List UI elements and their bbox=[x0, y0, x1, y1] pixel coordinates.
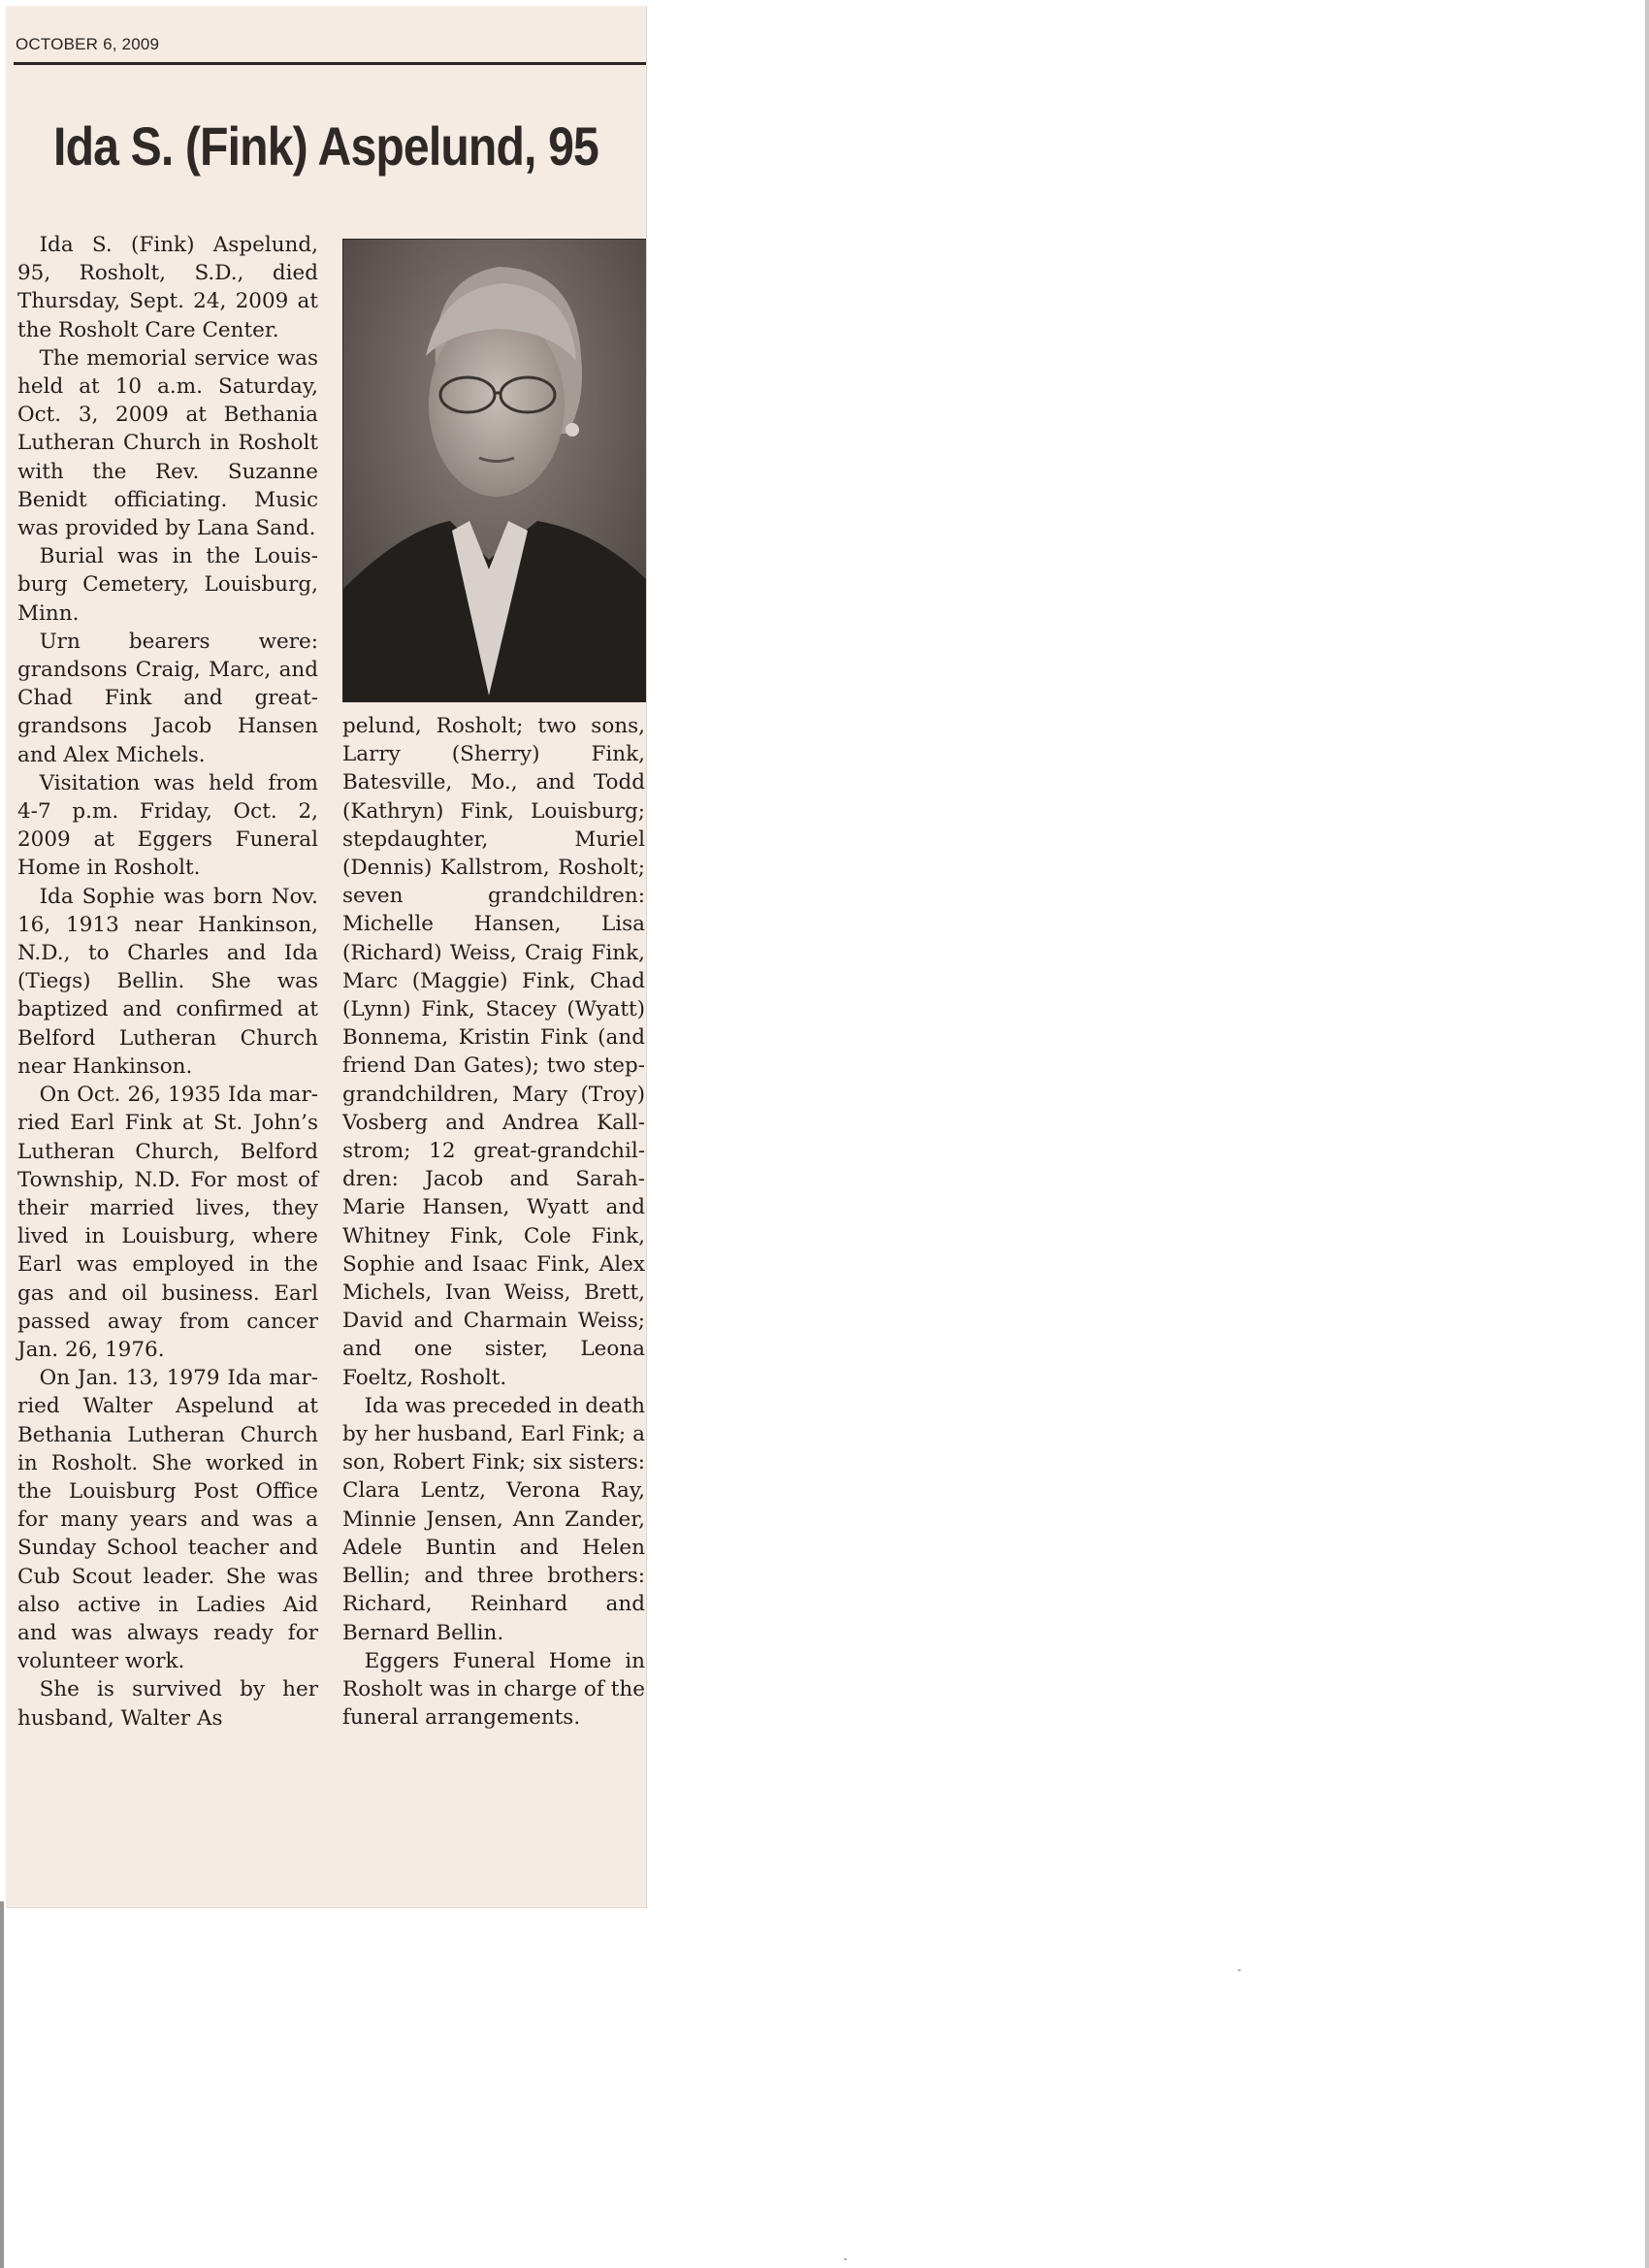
left-column bbox=[17, 231, 318, 1733]
scan-speck bbox=[844, 2258, 847, 2260]
paragraph-death: Ida S. (Fink) Aspelund, 95, Rosholt, S.D., died Thursday, Sept. 24, 2009 at the Rosholt Care Center. bbox=[17, 233, 318, 342]
paragraph-funeral-home: Eggers Funeral Home in Rosholt was in charge of the funeral arrangements. bbox=[342, 1648, 645, 1731]
paragraph-memorial-service: The memorial service was held at 10 a.m. Saturday, Oct. 3, 2009 at Bethania Lutheran Church in Rosholt with the Rev. Suzanne Benidt officiating. Music was provided by Lana Sand. bbox=[17, 345, 318, 541]
dateline: OCTOBER 6, 2009 bbox=[16, 35, 160, 53]
paragraph-preceded-in-death: Ida was preceded in death by her husband, Earl Fink; a son, Robert Fink; six sisters: Clara Lentz, Verona Ray, Minnie Jensen, Ann Zander, Adele Buntin and Helen Bellin; and three brothers: Richard, Reinhard and Bernard Bellin. bbox=[342, 1393, 645, 1645]
scan-speck bbox=[1238, 1969, 1241, 1971]
right-column bbox=[342, 712, 645, 1732]
portrait-illustration bbox=[343, 240, 646, 701]
paragraph-survivors-continued: pelund, Rosholt; two sons, Larry (Sherry) Fink, Batesville, Mo., and Todd (Kathryn) Fink, Louisburg; stepdaughter, Muriel (Dennis) Kallstrom, Rosholt; seven grandchildren: Michelle Hansen, Lisa (Richard) Weiss, Craig Fink, Marc (Maggie) Fink, Chad (Lynn) Fink, Stacey (Wyatt) Bonnema, Kristin Fink (and friend Dan Gates); two step-grandchildren, Mary (Troy) Vosberg and Andrea Kallstrom; 12 great-grandchildren: Jacob and Sarah-Marie Hansen, Wyatt and Whitney Fink, Cole Fink, Sophie and Isaac Fink, Alex Michels, Ivan Weiss, Brett, David and Charmain Weiss; and one sister, Leona Foeltz, Rosholt. bbox=[342, 714, 645, 1390]
paragraph-survivors-start: She is survived by her husband, Walter As bbox=[17, 1677, 318, 1731]
header-rule bbox=[14, 62, 646, 65]
portrait-photo bbox=[342, 239, 646, 702]
paragraph-urn-bearers: Urn bearers were: grandsons Craig, Marc, and Chad Fink and great-grandsons Jacob Hansen and Alex Michels. bbox=[17, 629, 318, 767]
headline: Ida S. (Fink) Aspelund, 95 bbox=[53, 115, 598, 177]
paragraph-visitation: Visitation was held from 4-7 p.m. Friday, Oct. 2, 2009 at Eggers Funeral Home in Rosholt. bbox=[17, 770, 318, 881]
scanner-edge-left bbox=[0, 1901, 4, 2268]
paragraph-first-marriage: On Oct. 26, 1935 Ida married Earl Fink at St. John’s Lutheran Church, Belford Township, N.D. For most of their married lives, they lived in Louisburg, where Earl was employed in the gas and oil business. Earl passed away from cancer Jan. 26, 1976. bbox=[17, 1083, 318, 1362]
scanner-edge-right bbox=[1645, 0, 1649, 2268]
paragraph-birth: Ida Sophie was born Nov. 16, 1913 near Hankinson, N.D., to Charles and Ida (Tiegs) Bellin. She was baptized and confirmed at Belford Lutheran Church near Hankinson. bbox=[17, 884, 318, 1079]
paragraph-burial: Burial was in the Louisburg Cemetery, Louisburg, Minn. bbox=[17, 544, 318, 626]
paragraph-second-marriage: On Jan. 13, 1979 Ida married Walter Aspelund at Bethania Lutheran Church in Rosholt. She worked in the Louisburg Post Office for many years and was a Sunday School teacher and Cub Scout leader. She was also active in Ladies Aid and was always ready for volunteer work. bbox=[17, 1366, 318, 1674]
newspaper-clipping bbox=[6, 6, 646, 1907]
